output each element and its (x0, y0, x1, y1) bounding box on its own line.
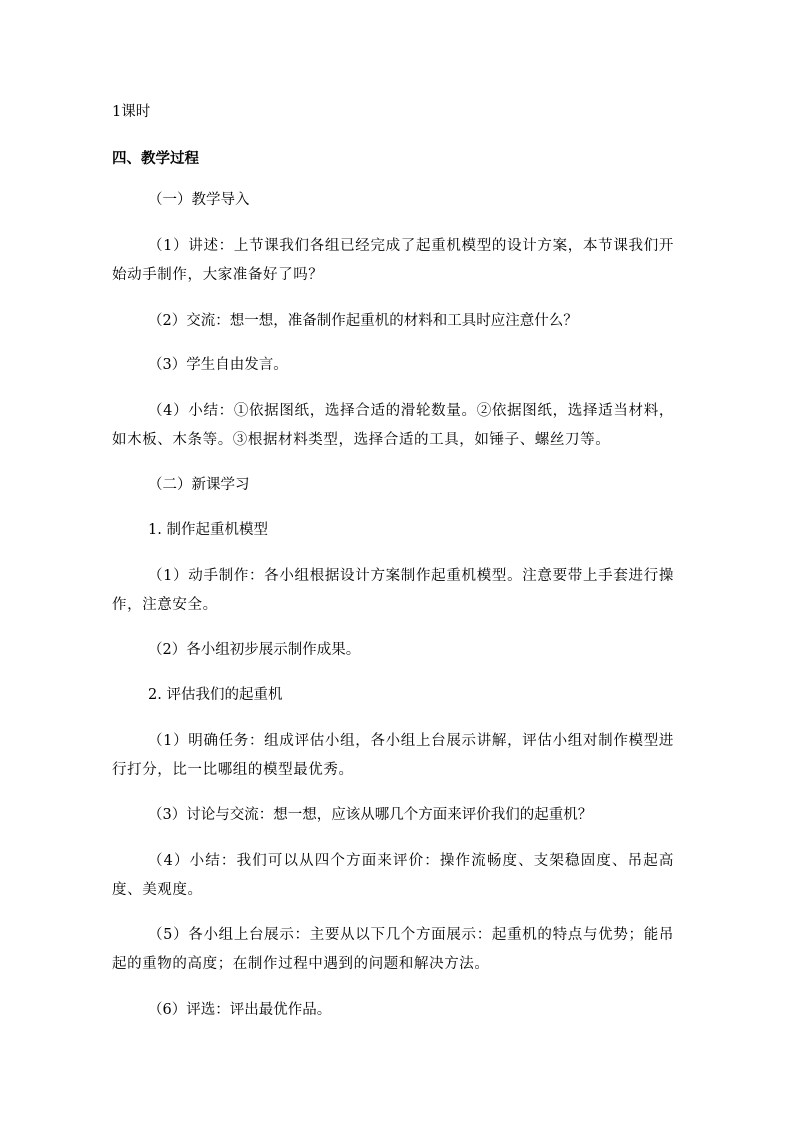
sub2-item5: （5）各小组上台展示：主要从以下几个方面展示：起重机的特点与优势；能吊起的重物的高度；在制作过程中遇到的问题和解决方法。 (112, 927, 674, 972)
sub1-heading: 1. 制作起重机模型 (148, 522, 268, 538)
part1-heading: （一）教学导入 (148, 192, 250, 208)
part1-item3: （3）学生自由发言。 (148, 357, 288, 373)
sub2-heading: 2. 评估我们的起重机 (148, 687, 283, 703)
sub1-item2: （2）各小组初步展示制作成果。 (148, 642, 361, 658)
sub2-item3: （3）讨论与交流：想一想，应该从哪几个方面来评价我们的起重机？ (148, 807, 593, 823)
part1-item1: （1）讲述：上节课我们各组已经完成了起重机模型的设计方案，本节课我们开始动手制作，大家准备好了吗？ (112, 238, 674, 283)
sub1-item1: （1）动手制作：各小组根据设计方案制作起重机模型。注意要带上手套进行操作，注意安全。 (112, 568, 674, 613)
class-hours: 1课时 (112, 104, 151, 120)
section-title: 四、教学过程 (112, 150, 199, 167)
sub2-item6: （6）评选：评出最优作品。 (148, 1002, 332, 1018)
sub2-item4: （4）小结：我们可以从四个方面来评价：操作流畅度、支架稳固度、吊起高度、美观度。 (112, 853, 674, 898)
part1-item4: （4）小结：①依据图纸，选择合适的滑轮数量。②依据图纸，选择适当材料，如木板、木条等。③根据材料类型，选择合适的工具，如锤子、螺丝刀等。 (112, 403, 674, 448)
part2-heading: （二）新课学习 (148, 477, 250, 493)
part1-item2: （2）交流：想一想，准备制作起重机的材料和工具时应注意什么？ (148, 313, 578, 329)
sub2-item1: （1）明确任务：组成评估小组，各小组上台展示讲解，评估小组对制作模型进行打分，比一比哪组的模型最优秀。 (112, 733, 674, 778)
